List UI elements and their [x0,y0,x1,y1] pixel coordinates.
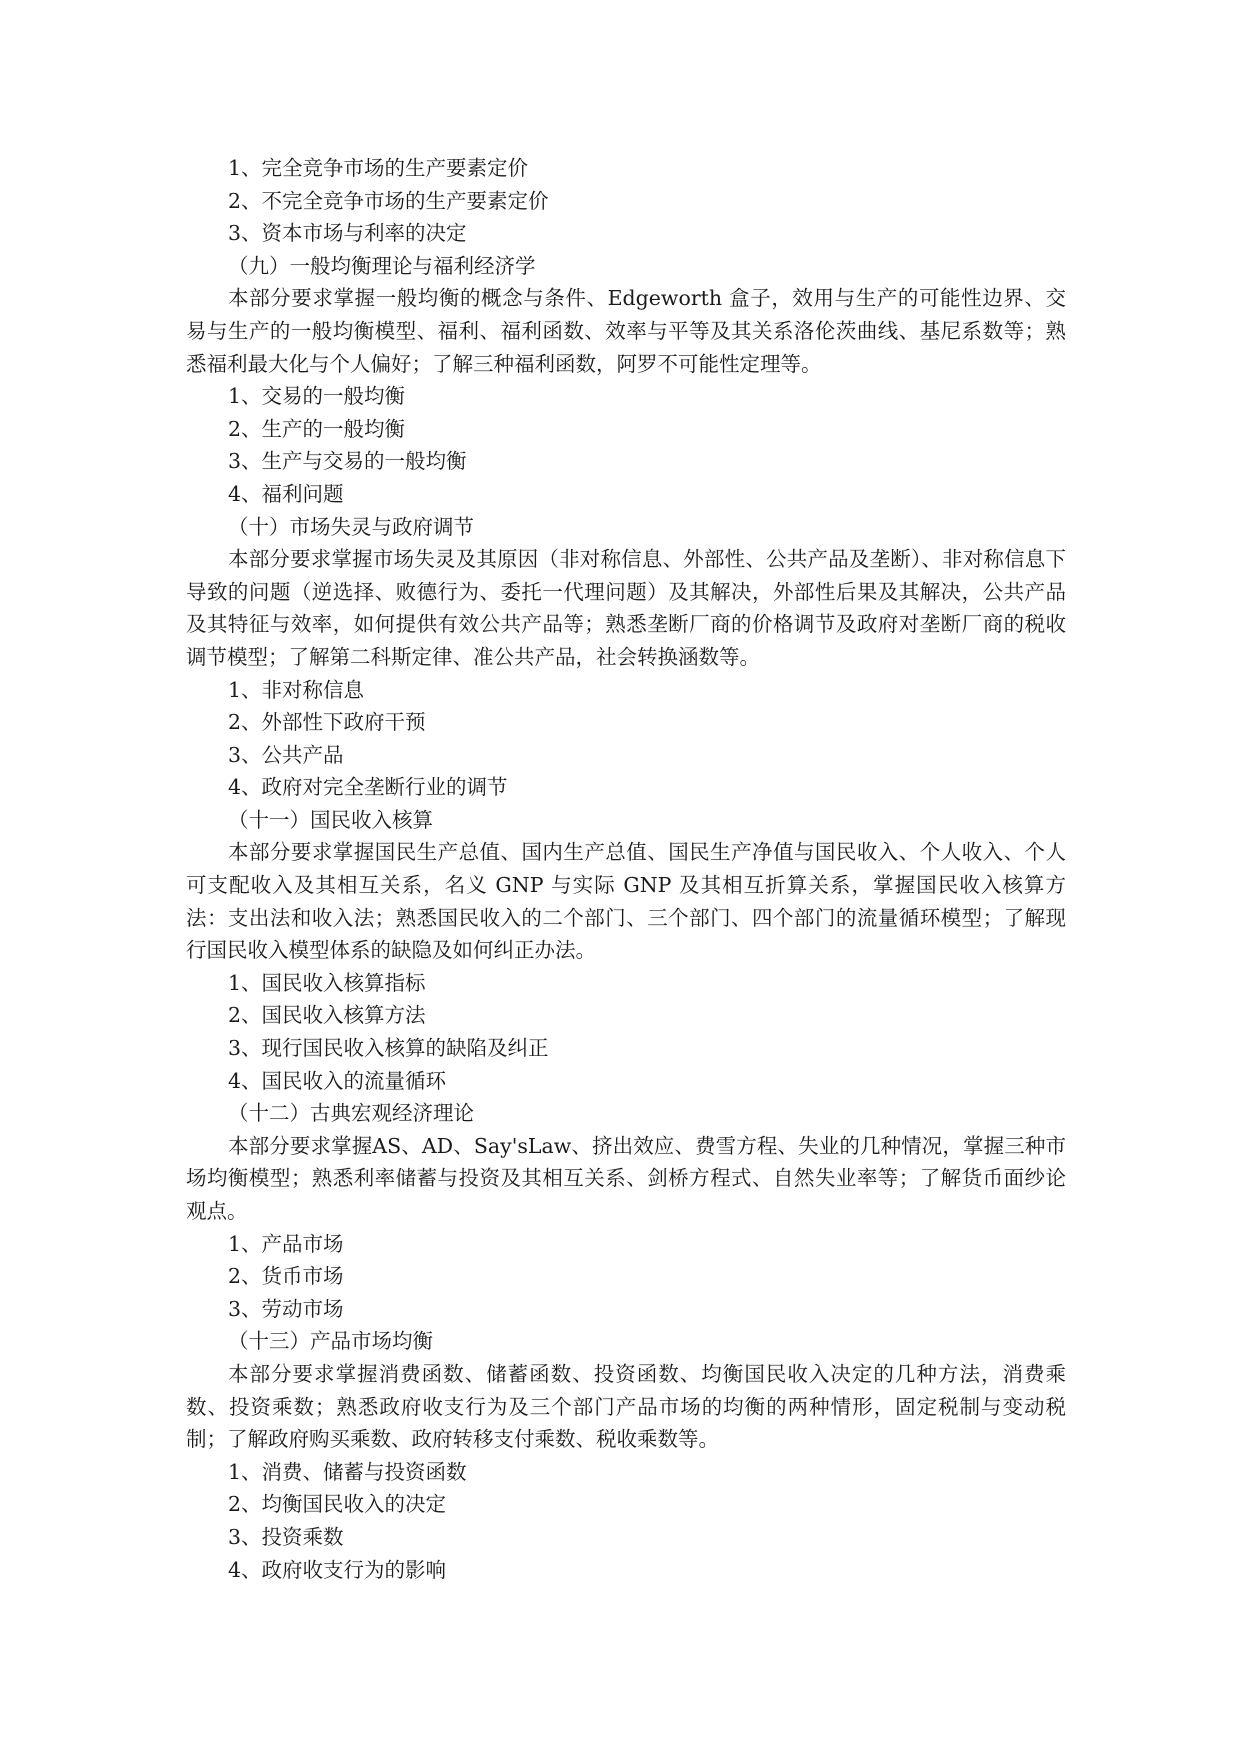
section-paragraph: 本部分要求掌握AS、AD、Say'sLaw、挤出效应、费雪方程、失业的几种情况，掌握三种市场均衡模型；熟悉利率储蓄与投资及其相互关系、剑桥方程式、自然失业率等；了解货币面纱论观点。 [186,1133,1066,1223]
list-item: 3、现行国民收入核算的缺陷及纠正 [228,1036,549,1061]
list-item: 1、完全竞争市场的生产要素定价 [228,156,529,180]
list-item: 2、国民收入核算方法 [228,1003,426,1028]
list-item: 2、生产的一般均衡 [228,416,406,441]
list-item: 1、交易的一般均衡 [228,384,406,409]
section-paragraph: 本部分要求掌握一般均衡的概念与条件、Edgeworth 盒子，效用与生产的可能性边界、交易与生产的一般均衡模型、福利、福利函数、效率与平等及其关系洛伦茨曲线、基尼系数等；熟悉福利最大化与个人偏好；了解三种福利函数，阿罗不可能性定理等。 [186,286,1066,376]
list-item: 4、政府对完全垄断行业的调节 [228,775,508,800]
section-paragraph: 本部分要求掌握国民生产总值、国内生产总值、国民生产净值与国民收入、个人收入、个人可支配收入及其相互关系，名义 GNP 与实际 GNP 及其相互折算关系，掌握国民收入核算方法：支出法和收入法；熟悉国民收入的二个部门、三个部门、四个部门的流量循环模型；了解现行国民收入模型体系的缺隐及如何纠正办法。 [186,840,1066,963]
section-paragraph: 本部分要求掌握消费函数、储蓄函数、投资函数、均衡国民收入决定的几种方法，消费乘数、投资乘数；熟悉政府收支行为及三个部门产品市场的均衡的两种情形，固定税制与变动税制；了解政府购买乘数、政府转移支付乘数、税收乘数等。 [186,1361,1066,1452]
section-paragraph: 本部分要求掌握市场失灵及其原因（非对称信息、外部性、公共产品及垄断）、非对称信息下导致的问题（逆选择、败德行为、委托一代理问题）及其解决，外部性后果及其解决，公共产品及其特征与效率，如何提供有效公共产品等；熟悉垄断厂商的价格调节及政府对垄断厂商的税收调节模型；了解第二科斯定律、准公共产品，社会转换涵数等。 [186,547,1066,669]
list-item: 3、投资乘数 [228,1524,344,1549]
list-item: 3、劳动市场 [228,1296,344,1321]
list-item: 2、外部性下政府干预 [228,710,426,735]
section-heading: （十）市场失灵与政府调节 [228,514,474,539]
list-item: 4、政府收支行为的影响 [228,1557,447,1582]
list-item: 1、国民收入核算指标 [228,970,426,995]
list-item: 1、产品市场 [228,1231,344,1256]
list-item: 2、货币市场 [228,1264,344,1289]
section-heading: （九）一般均衡理论与福利经济学 [228,253,536,278]
section-heading: （十二）古典宏观经济理论 [228,1101,474,1126]
section-heading: （十三）产品市场均衡 [228,1329,433,1354]
list-item: 1、非对称信息 [228,677,365,702]
list-item: 4、国民收入的流量循环 [228,1068,447,1093]
list-item: 3、公共产品 [228,742,344,767]
list-item: 4、福利问题 [228,481,344,506]
list-item: 2、均衡国民收入的决定 [228,1492,447,1517]
list-item: 3、生产与交易的一般均衡 [228,449,467,474]
list-item: 1、消费、储蓄与投资函数 [228,1459,467,1484]
section-heading: （十一）国民收入核算 [228,807,433,832]
list-item: 2、不完全竞争市场的生产要素定价 [228,188,549,213]
document-page [186,152,1066,1586]
list-item: 3、资本市场与利率的决定 [228,221,467,246]
